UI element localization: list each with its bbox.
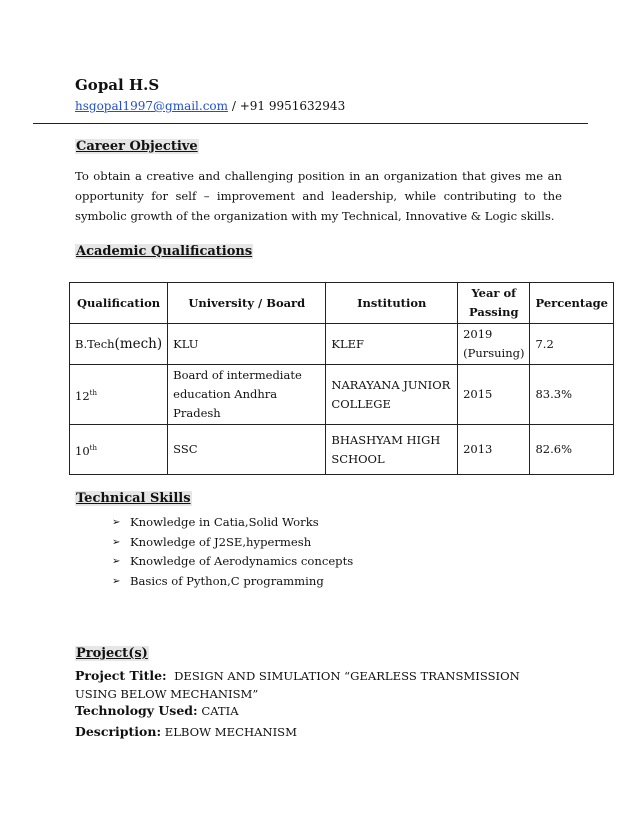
skills-list bbox=[112, 513, 353, 591]
arrow-bullet-icon: ➢ bbox=[112, 536, 121, 548]
cell-institution: BHASHYAM HIGH SCHOOL bbox=[326, 425, 458, 475]
list-item: ➢ Knowledge in Catia,Solid Works bbox=[112, 513, 353, 533]
cell-year: 2019 (Pursuing) bbox=[458, 324, 530, 365]
table-row bbox=[70, 324, 614, 365]
email-link[interactable]: hsgopal1997@gmail.com bbox=[75, 99, 229, 113]
project-description: Description: ELBOW MECHANISM bbox=[75, 724, 297, 739]
col-board: University / Board bbox=[168, 283, 326, 324]
list-item: ➢ Knowledge of J2SE,hypermesh bbox=[112, 533, 353, 553]
cell-percentage: 82.6% bbox=[530, 425, 614, 475]
cell-institution: NARAYANA JUNIOR COLLEGE bbox=[326, 365, 458, 425]
cell-percentage: 7.2 bbox=[530, 324, 614, 365]
table-row bbox=[70, 365, 614, 425]
project-title: Project Title: DESIGN AND SIMULATION “GEARLESS TRANSMISSION USING BELOW MECHANISM” bbox=[75, 668, 520, 701]
project-technology: Technology Used: CATIA bbox=[75, 703, 239, 718]
cell-percentage: 83.3% bbox=[530, 365, 614, 425]
list-item: ➢ Basics of Python,C programming bbox=[112, 572, 353, 592]
phone-number: +91 9951632943 bbox=[239, 99, 346, 113]
col-qualification: Qualification bbox=[70, 283, 168, 324]
cell-qualification: 10th bbox=[70, 425, 168, 475]
contact-line bbox=[75, 99, 345, 113]
arrow-bullet-icon: ➢ bbox=[112, 556, 121, 567]
table-row bbox=[70, 425, 614, 475]
career-objective-text: To obtain a creative and challenging position in an organization that gives me an opportunity for self – improvement and leadership, while contributing to the symbolic growth of the organization with my Technical, Innovative & Logic skills. bbox=[75, 169, 562, 223]
header-divider bbox=[33, 123, 588, 124]
contact-separator: / bbox=[228, 99, 240, 113]
cell-board: KLU bbox=[168, 324, 326, 365]
technical-skills-heading: Technical Skills bbox=[76, 491, 191, 506]
list-item: ➢ Knowledge of Aerodynamics concepts bbox=[112, 552, 353, 572]
arrow-bullet-icon: ➢ bbox=[112, 575, 121, 587]
col-institution: Institution bbox=[326, 283, 458, 324]
cell-qualification: B.Tech(mech) bbox=[70, 324, 168, 365]
col-percentage: Percentage bbox=[530, 283, 614, 324]
cell-institution: KLEF bbox=[326, 324, 458, 365]
arrow-bullet-icon: ➢ bbox=[112, 517, 121, 528]
academic-heading: Academic Qualifications bbox=[76, 244, 253, 259]
academic-table bbox=[69, 282, 614, 475]
cell-year: 2013 bbox=[458, 425, 530, 475]
col-year: Year of Passing bbox=[458, 283, 530, 324]
cell-board: Board of intermediate education Andhra Pradesh bbox=[168, 365, 326, 425]
table-header-row bbox=[70, 283, 614, 324]
cell-year: 2015 bbox=[458, 365, 530, 425]
cell-qualification: 12th bbox=[70, 365, 168, 425]
projects-heading: Project(s) bbox=[76, 646, 148, 661]
career-objective-heading: Career Objective bbox=[76, 139, 198, 154]
cell-board: SSC bbox=[168, 425, 326, 475]
candidate-name: Gopal H.S bbox=[75, 76, 160, 94]
